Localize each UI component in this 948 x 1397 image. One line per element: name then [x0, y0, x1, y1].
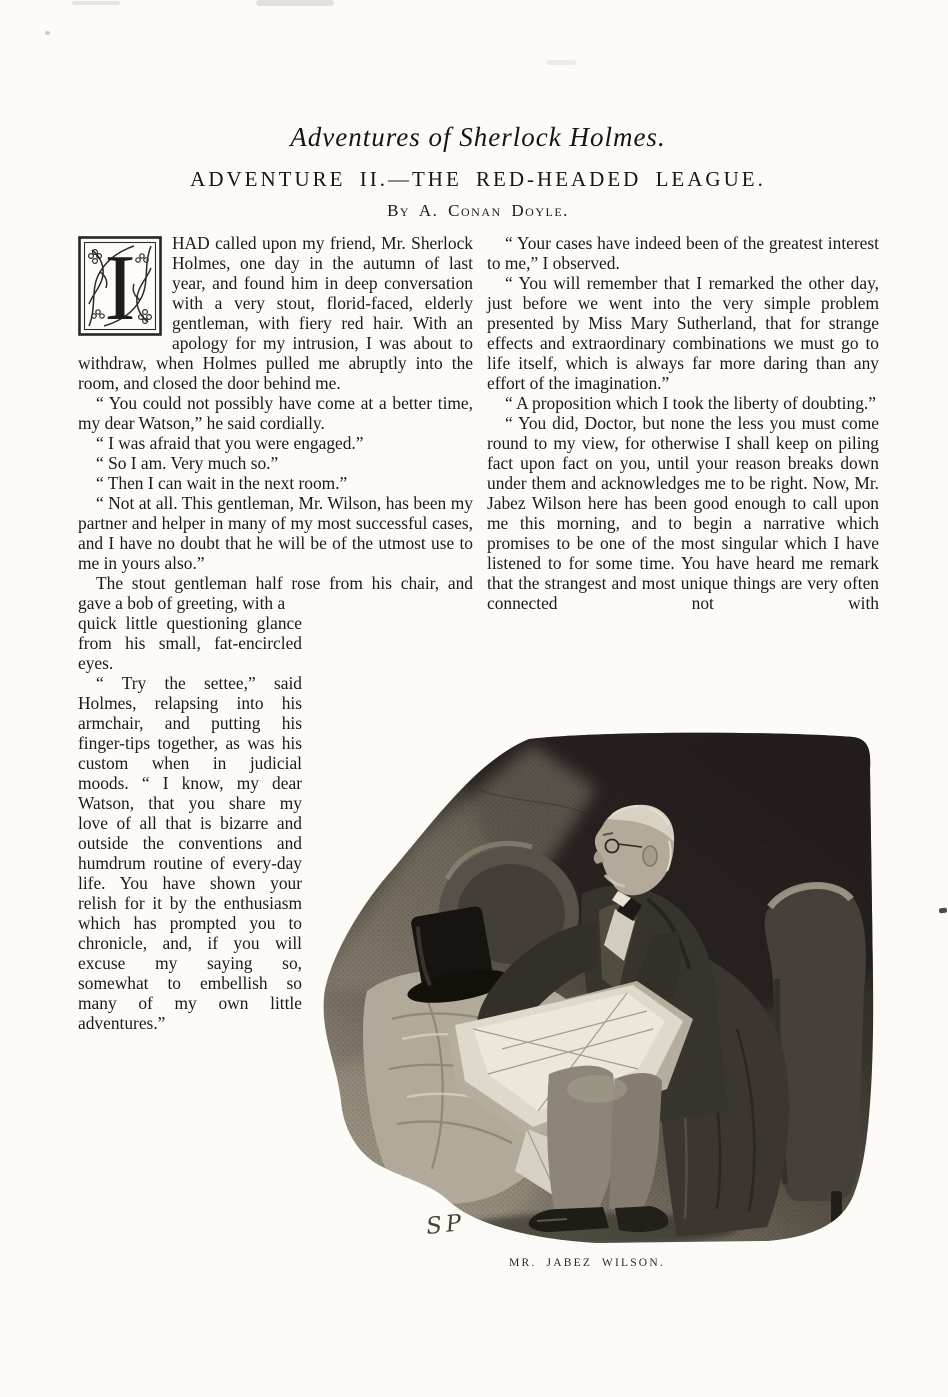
drop-cap-ornament-icon — [78, 236, 162, 336]
paragraph: “ Then I can wait in the next room.” — [96, 473, 348, 493]
scan-smudge — [546, 60, 576, 65]
paragraph: “ A proposition which I took the liberty of doubting.” — [505, 393, 876, 413]
drop-cap-letter: I — [104, 236, 136, 336]
paragraph: quick little questioning glance from his small, fat-encircled eyes. — [78, 613, 302, 673]
artist-signature: SP — [424, 1210, 467, 1240]
paragraph: “ I was afraid that you were engaged.” — [96, 433, 364, 453]
byline: By A. Conan Doyle. — [387, 201, 569, 220]
page-title: Adventures of Sherlock Holmes. — [290, 122, 666, 152]
scan-speck — [45, 31, 50, 35]
scan-smudge — [256, 0, 334, 6]
paragraph: “ Your cases have indeed been of the greatest interest to me,” I observed. — [487, 233, 879, 273]
scan-smudge — [72, 1, 120, 5]
paragraph: “ You will remember that I remarked the other day, just before we went into the very simple problem presented by Miss Mary Sutherland, that for strange effects and extraordinary combinations we must go to life itself, which is always far more daring than any effort of the imagination.” — [487, 273, 879, 393]
paragraph: The stout gentleman half rose from his chair, and gave a bob of greeting, with a — [78, 573, 473, 613]
scan-speck — [939, 907, 948, 913]
paragraph: “ Not at all. This gentleman, Mr. Wilson, has been my partner and helper in many of my most successful cases, and I have no doubt that he will be of the utmost use to me in yours also.” — [78, 493, 473, 573]
paragraph: “ You could not possibly have come at a better time, my dear Watson,” he said cordially. — [78, 393, 473, 433]
paragraph: “ You did, Doctor, but none the less you must come round to my view, for otherwise I shall keep on piling fact upon fact on you, until your reason breaks down under them and acknowledges me to be right. Now, Mr. Jabez Wilson here has been good enough to call upon me this morning, and to begin a narrative which promises to be one of the most singular which I have listened to for some time. You have heard me remark that the strangest and most unique things are very often connected not with — [487, 413, 879, 613]
paragraph: “ Try the settee,” said Holmes, relapsing into his armchair, and putting his finger-tips together, as was his custom when in judicial moods. “ I know, my dear Watson, that you share my love of all that is bizarre and outside the conventions and humdrum routine of every-day life. You have shown your relish for it by the enthusiasm which has prompted you to chronicle, and, if you will excuse my saying so, somewhat to embellish so many of my own little adventures.” — [78, 673, 302, 1033]
paragraph: HAD called upon my friend, Mr. Sherlock Holmes, one day in the autumn of last year, and found him in deep conversation with a very stout, florid-faced, elderly gentleman, with fiery red hair. With an apology for my intrusion, I was about to withdraw, when Holmes pulled me abruptly into the room, and closed the door behind me. — [78, 233, 473, 393]
chapter-heading: ADVENTURE II.—THE RED-HEADED LEAGUE. — [190, 167, 766, 191]
right-column — [487, 233, 879, 613]
jabez-wilson-illustration — [297, 729, 877, 1249]
paragraph: “ So I am. Very much so.” — [96, 453, 279, 473]
illustration-caption: MR. JABEZ WILSON. — [509, 1257, 665, 1269]
